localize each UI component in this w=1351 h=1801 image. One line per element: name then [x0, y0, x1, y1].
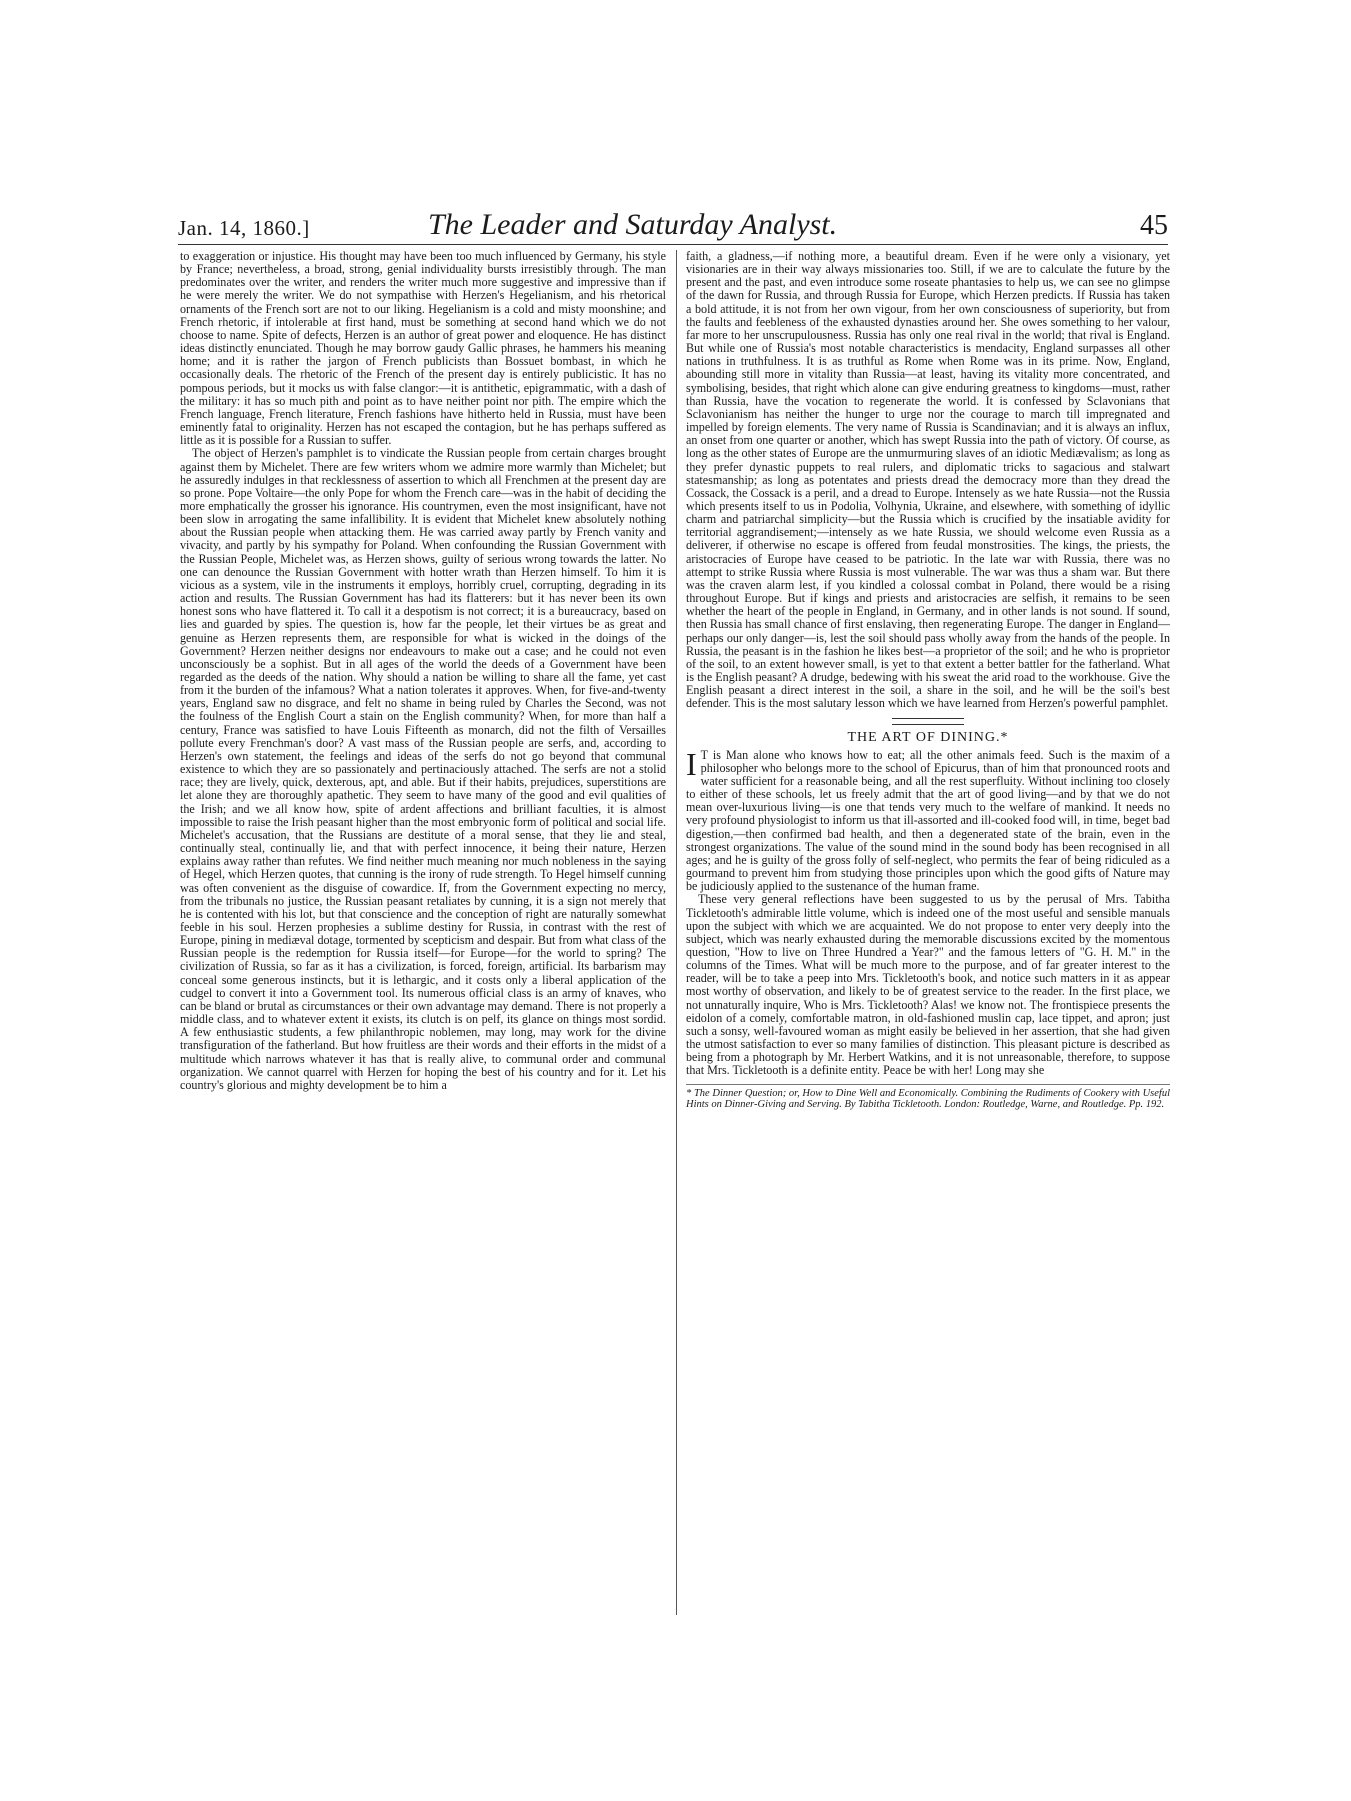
- masthead: [178, 208, 1168, 244]
- page-number: 45: [1140, 210, 1168, 241]
- publication-title: The Leader and Saturday Analyst.: [428, 208, 838, 241]
- article-title: THE ART OF DINING.*: [847, 730, 1009, 746]
- paragraph: faith, a gladness,—if nothing more, a beautiful dream. Even if he were only a visionary, yet visionaries are in their way always missionaries too. Still, if we are to calculate the future by the present and the past, and even introduce some roseate phantasies to help us, we can see no glimpse of the dawn for Russia, and through Russia for Europe, which Herzen predicts. If Russia has taken a bold attitude, it is not from her own vigour, from her own consciousness of superiority, but from the faults and feebleness of the exhausted dynasties around her. She owes something to her valour, far more to her unscrupulousness. Russia has only one real rival in the world; that rival is England. But while one of Russia's most notable characteristics is mendacity, England surpasses all other nations in truthfulness. It is as truthful as Rome when Rome was in its prime. Now, England, abounding still more in vitality than Russia—at least, having its vitality more concentrated, and symbolising, besides, that right which alone can give enduring greatness to kingdoms—must, rather than Russia, have the vocation to regenerate the world. It is confessed by Sclavonians that Sclavonianism has neither the hunger to urge nor the courage to march till impregnated and impelled by foreign elements. The very name of Russia is Scandinavian; and it is always an influx, an onset from one quarter or another, which has swept Russia into the path of victory. Of course, as long as the other states of Europe are the unmurmuring slaves of an idiotic Mediævalism; as long as they prefer dynastic puppets to real rulers, and diplomatic tricks to sagacious and stalwart statesmanship; as long as potentates and priests dread the democracy more than they dread the Cossack, the Cossack is a peril, and a dread to Europe. Intensely as we hate Russia—not the Russia which presents itself to us in Podolia, Volhynia, Ukraine, and elsewhere, with something of idyllic charm and patriarchal simplicity—but the Russia which is crucified by the insatiable avidity for territorial aggrandisement;—intensely as we hate Russia, we should welcome even Russia as a deliverer, if otherwise no escape is offered from feudal monstrosities. The kings, the priests, the aristocracies of Europe have ceased to be patriotic. In the late war with Russia, there was no attempt to strike Russia where Russia is most vulnerable. The war was thus a sham war. But there was the craven alarm lest, if you kindled a colossal combat in Poland, there would be a rising throughout Europe. But if kings and priests and aristocracies are selfish, it remains to be seen whether the heart of the people in England, in Germany, and in other lands is not sound. If sound, then Russia has small chance of first enslaving, then regenerating Europe. The danger in England—perhaps our only danger—is, lest the soil should pass wholly away from the hands of the people. In Russia, the peasant is in the fashion he likes best—a proprietor of the soil; and he who is proprietor of the soil, to an extent however small, is yet to that extent a better battler for the fatherland. What is the English peasant? A drudge, bedewing with his sweat the arid road to the workhouse. Give the English peasant a direct interest in the soil, a share in the soil, and he will be the soil's best defender. This is the most salutary lesson which we have learned from Herzen's powerful pamphlet.: [686, 249, 1170, 711]
- paragraph: The object of Herzen's pamphlet is to vindicate the Russian people from certain charges brought against them by Michelet. There are few writers whom we admire more warmly than Michelet; but he assuredly indulges in that recklessness of assertion to which all Frenchmen at the present day are so prone. Pope Voltaire—the only Pope for whom the French care—was in the habit of deciding the more emphatically the grosser his ignorance. His countrymen, even the most insignificant, have not been slow in arrogating the same infallibility. It is evident that Michelet knew absolutely nothing about the Russian people when attacking them. He was carried away partly by French vanity and vivacity, and partly by his sympathy for Poland. When confounding the Russian Government with the Russian People, Michelet was, as Herzen shows, guilty of serious wrong towards the latter. No one can denounce the Russian Government with hotter wrath than Herzen himself. To him it is vicious as a system, vile in the instruments it employs, horribly cruel, corrupting, degrading in its action and results. The Russian Government has had its flatterers: but it has never been its own honest sons who have flattered it. To call it a despotism is not correct; it is a bureaucracy, based on lies and guarded by spies. The question is, how far the people, let their virtues be as great and genuine as Herzen represents them, are responsible for what is wicked in the doings of the Government? Herzen neither designs nor endeavours to make out a case; and he could not even unconsciously be a sophist. But in all ages of the world the deeds of a Government have been regarded as the deeds of the nation. Why should a nation be willing to share all the fame, yet cast from it the burden of the infamous? What a nation tolerates it approves. When, for five-and-twenty years, England saw no disgrace, and felt no shame in being ruled by Charles the Second, was not the foulness of the English Court a stain on the English community? When, for more than half a century, France was satisfied to have Louis Fifteenth as monarch, did not the filth of Versailles pollute every Frenchman's door? A vast mass of the Russian people are serfs, and, according to Herzen's own statement, the feelings and ideas of the serfs do not go beyond that communal existence to which they are so passionately and pertinaciously attached. The serfs are not a stolid race; they are lively, quick, dexterous, apt, and able. But if their habits, prejudices, superstitions are let alone they are thoroughly apathetic. They seem to have many of the good and evil qualities of the Irish; and we all know how, spite of ardent affections and brilliant faculties, it is almost impossible to raise the Irish peasant higher than the most embryonic form of political and social life. Michelet's accusation, that the Russians are destitute of a moral sense, that they lie and steal, continually steal, continually lie, and that with perfect innocence, it being their nature, Herzen explains away rather than refutes. We find neither much meaning nor much nobleness in the saying of Hegel, which Herzen quotes, that cunning is the irony of rude strength. To Hegel himself cunning was often convenient as the disguise of cowardice. If, from the Government expecting no mercy, from the tribunals no justice, the Russian peasant retaliates by cunning, it is a sign not merely that he is contented with his lot, but that conscience and the conception of right are naturally somewhat feeble in his soul. Herzen prophesies a sublime destiny for Russia, in contrast with the rest of Europe, pining in mediæval dotage, tormented by scepticism and despair. But from what class of the Russian people is the redemption for Russia itself—for Europe—for the world to spring? The civilization of Russia, so far as it has a civilization, is forced, foreign, artificial. Its barbarism may conceal some generous instincts, but it is lethargic, and it costs only a liberal application of the cudgel to convert it into a Government tool. Its numerous official class is an army of knaves, who can be bland or brutal as circumstances or their own advantage may demand. There is not properly a middle class, and to whatever extent it exists, its clutch is on pelf, its glance on things most sordid. A few enthusiastic students, a few philanthropic noblemen, may long, may work for the divine transfiguration of the fatherland. But how fruitless are their words and their efforts in the midst of a multitude which narrows whatever it has that is really alive, to communal order and communal organization. We cannot quarrel with Herzen for hoping the best of his country and for it. Let his country's glorious and mighty development be to him a: [180, 446, 666, 1092]
- right-column: [686, 250, 1170, 1111]
- paragraph-text: T is Man alone who knows how to eat; all the other animals feed. Such is the maxim of a philosopher who belongs more to the school of Epicurus, than of him that pronounced roots and water sufficient for a reasonable being, and all the rest superfluity. Without inclining too closely to either of these schools, let us freely admit that the art of good living—and by that we do not mean over-luxurious living—is one that tends very much to the welfare of mankind. It needs no very profound physiologist to inform us that ill-assorted and ill-cooked food will, in time, beget bad digestion,—then confirmed bad health, and then a degenerated state of the brain, even in the strongest organizations. The value of the sound mind in the sound body has been recognised in all ages; and he is guilty of the gross folly of self-neglect, who permits the fear of being ridiculed as a gourmand to prevent him from studying those principles upon which the good gifts of Nature may be judiciously applied to the sustenance of the human frame.: [686, 747, 1170, 894]
- column-divider: [676, 250, 677, 1615]
- paragraph: These very general reflections have been suggested to us by the perusal of Mrs. Tabitha Tickletooth's admirable little volume, which is indeed one of the most useful and sensible manuals upon the subject with which we are acquainted. We do not propose to enter very deeply into the subject, which was nearly exhausted during the memorable discussions excited by the momentous question, "How to live on Three Hundred a Year?" and the famous letters of "G. H. M." in the columns of the Times. What will be much more to the purpose, and of far greater interest to the reader, will be to take a peep into Mrs. Tickletooth's book, and notice such matters in it as appear most worthy of observation, and likely to be of greatest service to the reader. In the first place, we not unnaturally inquire, Who is Mrs. Tickletooth? Alas! we know not. The frontispiece presents the eidolon of a comely, comfortable matron, in old-fashioned muslin cap, lace tippet, and apron; just such a sonsy, well-favoured woman as might easily be believed in her assertion, that she had given the utmost satisfaction to ever so many families of distinction. This pleasant picture is described as being from a photograph by Mr. Herbert Watkins, and it is not unreasonable, therefore, to suppose that Mrs. Tickletooth is a definite entity. Peace be with her! Long may she: [686, 892, 1170, 1078]
- section-ornament-rule: [892, 718, 964, 725]
- footnote: * The Dinner Question; or, How to Dine Well and Economically. Combining the Rudiments of Cookery with Useful Hints on Dinner-Giving and Serving. By Tabitha Tickletooth. London: Routledge, Warne, and Routledge. Pp. 192.: [686, 1084, 1170, 1111]
- header-rule: [178, 244, 1168, 245]
- paragraph: to exaggeration or injustice. His thought may have been too much influenced by Germany, his style by France; nevertheless, a broad, strong, genial individuality bursts irresistibly through. The man predominates over the writer, and renders the writer much more suggestive and impressive than if he were merely the writer. We do not sympathise with Herzen's Hegelianism, and his rhetorical ornaments of the French sort are not to our liking. Hegelianism is a cold and misty moonshine; and French rhetoric, if intolerable at first hand, must be something at second hand which we do not choose to name. Spite of defects, Herzen is an author of great power and eloquence. He has distinct ideas distinctly enunciated. Though he may borrow gaudy Gallic phrases, he hammers his meaning home; and it is rather the jargon of French publicists than Bossuet bombast, in which he occasionally deals. The rhetoric of the French of the present day is entirely publicistic. It has no pompous periods, but it mocks us with false clangor:—it is antithetic, epigrammatic, with a dash of the military: it has so much pith and point as to have neither point nor pith. The empire which the French language, French literature, French fashions have hitherto held in Russia, must have been eminently fatal to originality. Herzen has not escaped the contagion, but he has perhaps suffered as little as it is possible for a Russian to suffer.: [180, 249, 666, 448]
- drop-cap: I: [686, 745, 697, 782]
- left-column: [180, 250, 666, 1092]
- issue-date: Jan. 14, 1860.]: [178, 216, 310, 240]
- paragraph: [686, 745, 1170, 894]
